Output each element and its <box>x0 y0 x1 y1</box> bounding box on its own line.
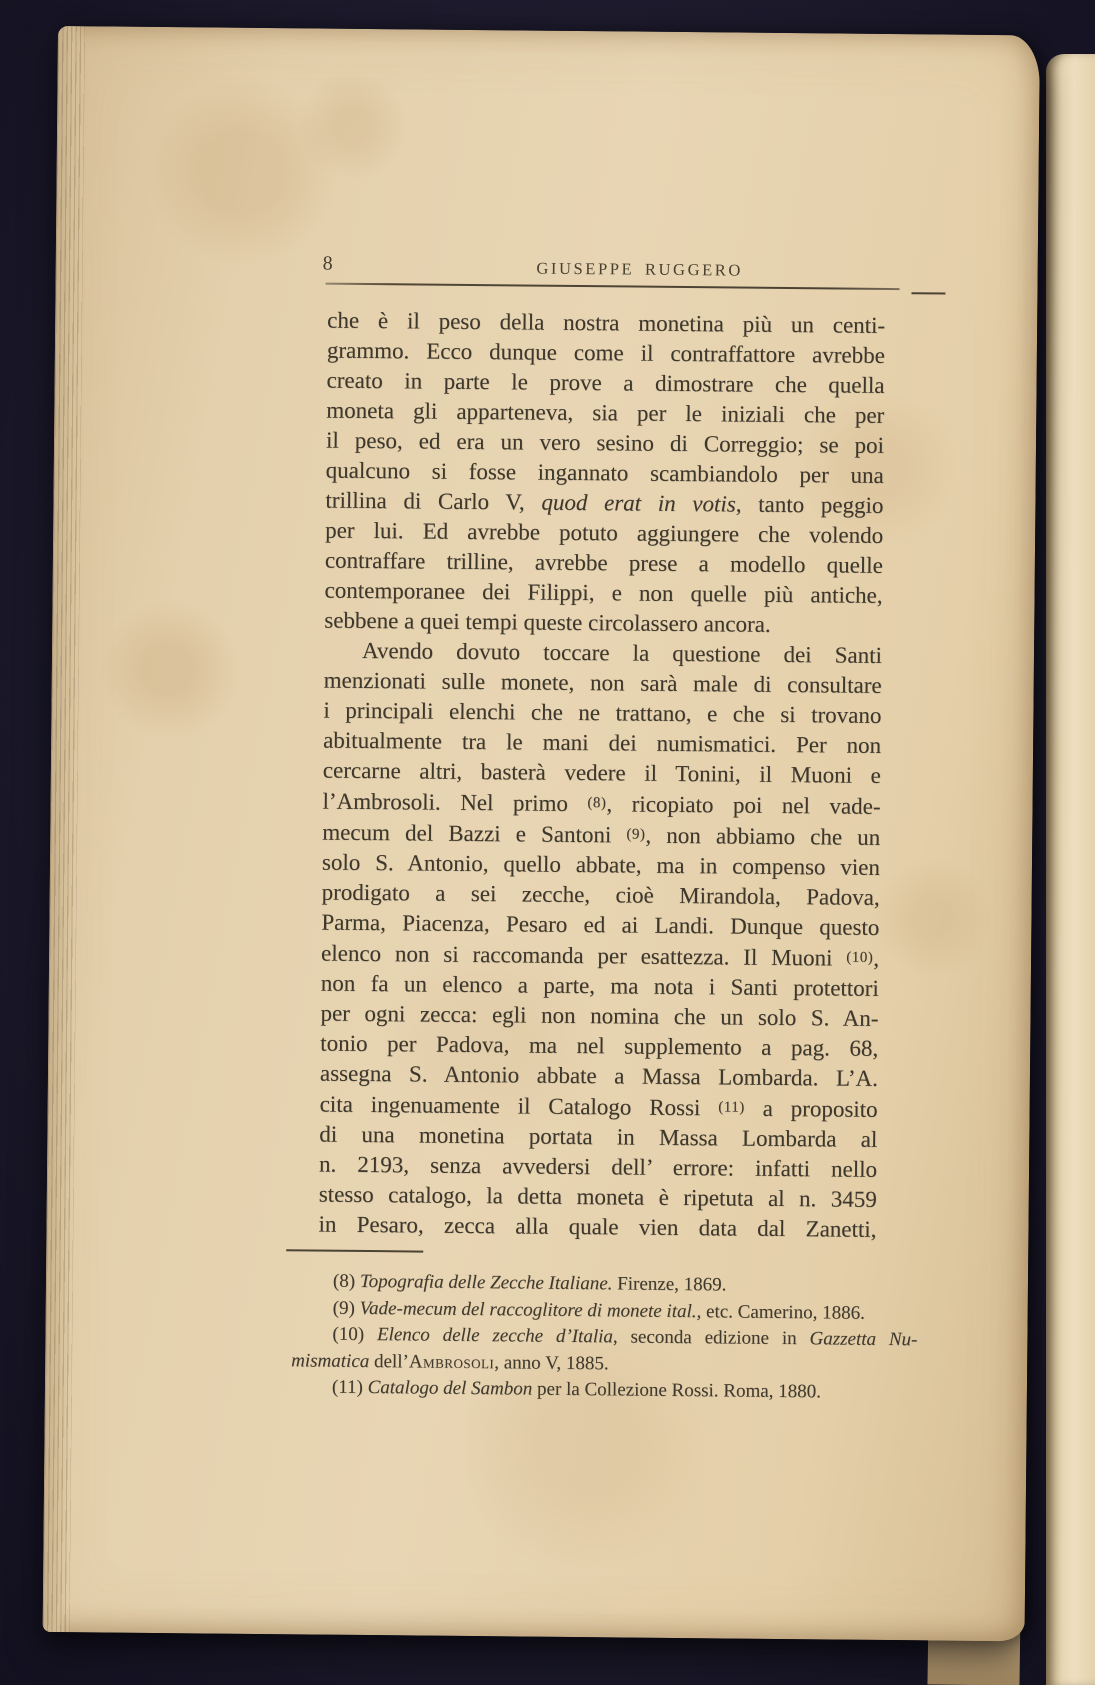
body-text-line: sebbene a quei tempi queste circolassero ancora. <box>324 607 771 637</box>
body-text-line: il peso, ed era un vero sesino di Correggio; se poi <box>325 427 885 458</box>
adjacent-page-edge <box>1046 54 1095 1685</box>
body-text-line: prodigato a sei zecche, cioè Mirandola, Padova, <box>321 879 880 910</box>
footnote-line: (8) Topografia delle Zecche Italiane. Firenze, 1869. <box>332 1270 727 1296</box>
footnote-line: (10) Elenco delle zecche d’Italia, seconda edizione in Gazzetta Nu- <box>332 1323 918 1351</box>
body-text-line: cercarne altri, basterà vedere il Tonini, il Muoni e <box>322 757 881 788</box>
body-text-line: creato in parte le prove a dimostrare che quella <box>326 367 885 398</box>
body-text-line: in Pesaro, zecca alla quale vien data dal Zanetti, <box>318 1211 877 1242</box>
body-text <box>318 306 885 1245</box>
footnote-line: (9) Vade-mecum del raccoglitore di monete ital., etc. Camerino, 1886. <box>332 1297 866 1324</box>
body-text-line: l’Ambrosoli. Nel primo (8), ricopiato poi nel vade- <box>322 788 881 819</box>
body-text-line: contraffare trilline, avrebbe prese a modello quelle <box>324 547 883 578</box>
footnote-line: (11) Catalogo del Sambon per la Collezione Rossi. Roma, 1880. <box>331 1376 822 1403</box>
body-text-line: qualcuno si fosse ingannato scambiandolo per una <box>325 457 884 488</box>
body-text-line: abitualmente tra le mani dei numismatici. Per non <box>323 727 882 758</box>
body-text-line: di una monetina portata in Massa Lombarda al <box>319 1121 878 1152</box>
body-text-line: per ogni zecca: egli non nomina che un solo S. An- <box>320 1000 879 1031</box>
body-text-line: per lui. Ed avrebbe potuto aggiungere che volendo <box>325 517 884 548</box>
footnotes <box>291 1268 918 1407</box>
page-number: 8 <box>322 252 334 275</box>
body-text-line: contemporanee dei Filippi, e non quelle più antiche, <box>324 577 883 608</box>
running-header: GIUSEPPE RUGGERO <box>536 258 744 280</box>
footnote-line: mismatica dell’Ambrosoli, anno V, 1885. <box>291 1349 609 1374</box>
body-text-line: i principali elenchi che ne trattano, e che si trovano <box>323 697 882 728</box>
body-text-line: che è il peso della nostra monetina più un centi- <box>327 307 886 338</box>
body-text-line: Parma, Piacenza, Pesaro ed ai Landi. Dunque questo <box>321 909 880 940</box>
body-text-line: n. 2193, senza avvedersi dell’ errore: infatti nello <box>318 1151 878 1182</box>
body-text-line: solo S. Antonio, quello abbate, ma in compenso vien <box>321 849 881 880</box>
page-leaf-edges <box>43 26 85 1632</box>
body-text-line: cita ingenuamente il Catalogo Rossi (11) a proposito <box>319 1091 878 1122</box>
body-text-line: tonio per Padova, ma nel supplemento a pag. 68, <box>320 1030 879 1061</box>
book-page <box>43 26 1040 1641</box>
header-rule-fragment <box>911 292 945 294</box>
body-text-line: moneta gli apparteneva, sia per le iniziali che per <box>326 397 885 428</box>
body-text-line: trillina di Carlo V, quod erat in votis, tanto peggio <box>325 487 884 518</box>
body-text-line: grammo. Ecco dunque come il contraffattore avrebbe <box>326 337 885 368</box>
body-text-line: non fa un elenco a parte, ma nota i Santi protettori <box>320 970 879 1001</box>
body-text-line: elenco non si raccomanda per esattezza. Il Muoni (10), <box>320 940 880 971</box>
body-text-line: stesso catalogo, la detta moneta è ripetuta al n. 3459 <box>318 1181 877 1212</box>
body-text-line: menzionati sulle monete, non sarà male di consultare <box>323 667 882 698</box>
body-text-line: Avendo dovuto toccare la questione dei Santi <box>361 637 883 668</box>
footnote-separator <box>286 1249 423 1252</box>
body-text-line: assegna S. Antonio abbate a Massa Lombarda. L’A. <box>319 1060 879 1091</box>
body-text-line: mecum del Bazzi e Santoni (9), non abbiamo che un <box>322 819 881 850</box>
header-rule <box>326 283 900 291</box>
